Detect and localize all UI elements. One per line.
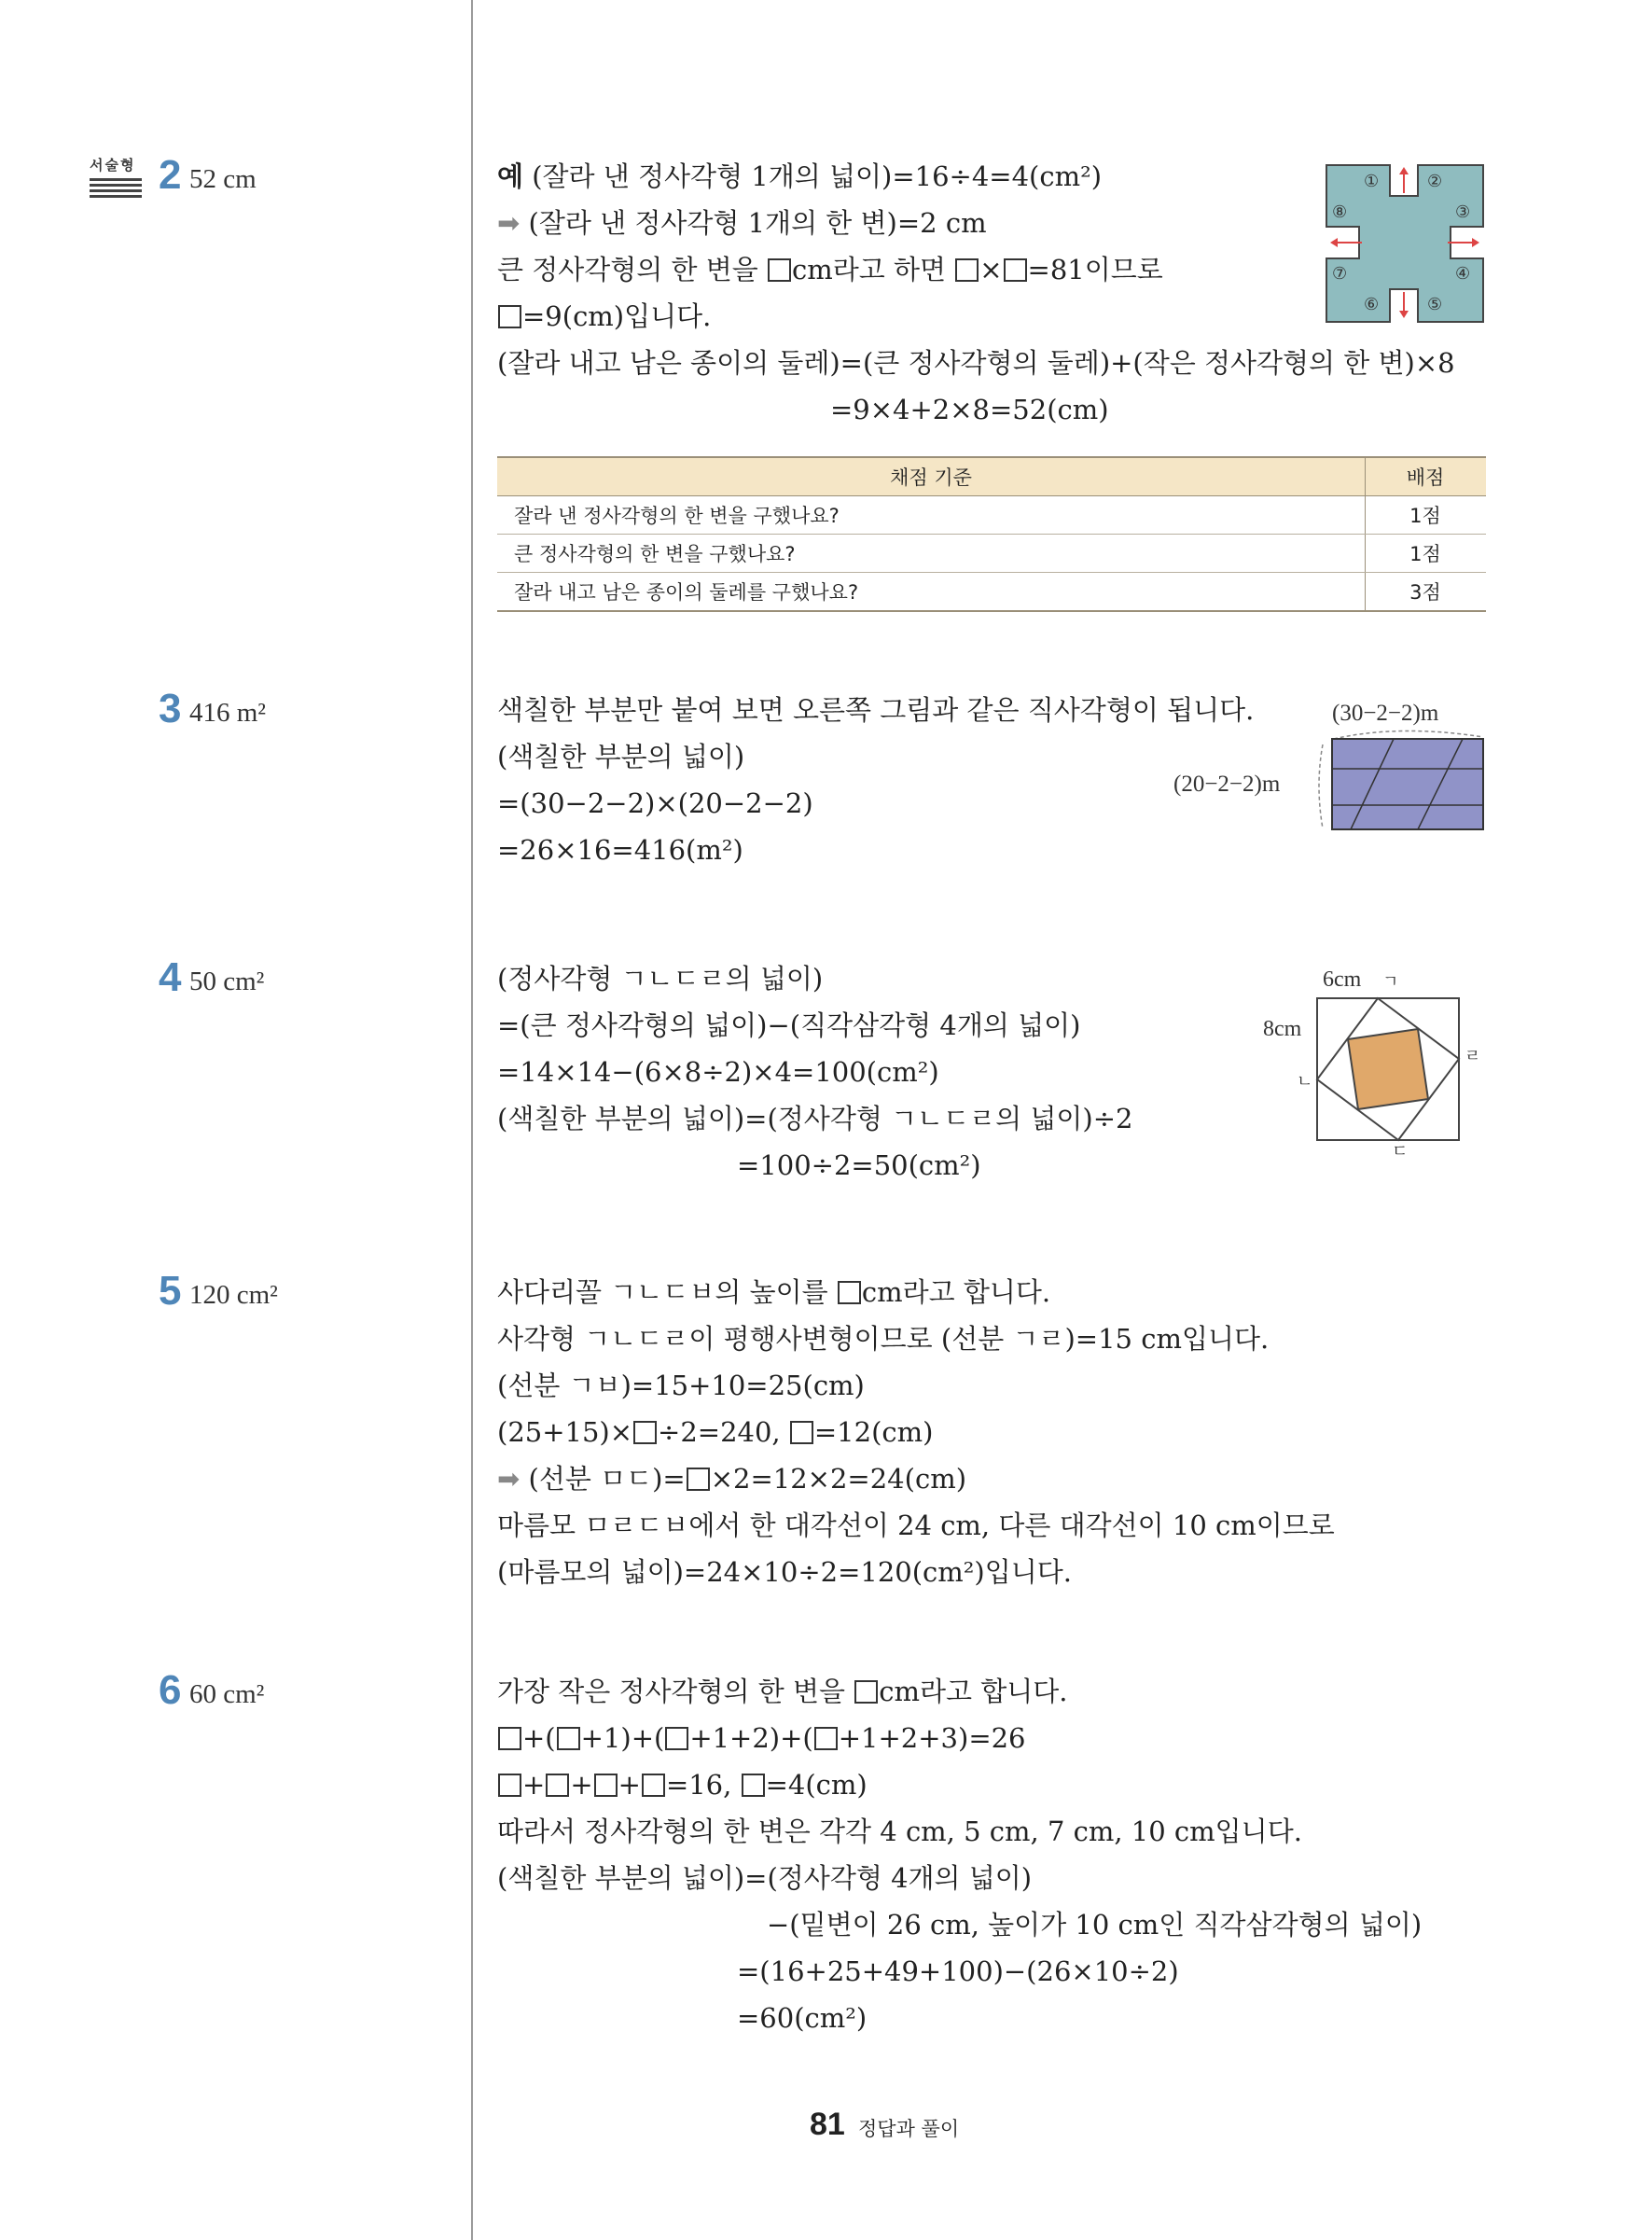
arrow-right-icon: ➡: [497, 1463, 521, 1495]
figure-label: 6cm: [1323, 967, 1362, 992]
arrow-right-icon: ➡: [497, 207, 521, 239]
blank-box-icon: [1004, 258, 1027, 282]
figure-label: ㄱ: [1382, 972, 1399, 992]
blank-box-icon: [546, 1774, 569, 1797]
solution-line: =(큰 정사각형의 넓이)−(직각삼각형 4개의 넓이): [497, 1009, 1081, 1041]
solution-line: (정사각형 ㄱㄴㄷㄹ의 넓이): [497, 963, 824, 995]
blank-box-icon: [955, 258, 979, 282]
solution-line: =14×14−(6×8÷2)×4=100(cm²): [497, 1056, 939, 1088]
figure-label: ㄷ: [1392, 1142, 1409, 1162]
figure-label: ㄹ: [1465, 1047, 1481, 1066]
footer-label: 정답과 풀이: [858, 2118, 960, 2140]
table-header-row: [497, 457, 1486, 496]
solution-line: +( +1)+( +1+2)+( +1+2+3)=26: [497, 1723, 1026, 1754]
solution-line: (잘라 내고 남은 종이의 둘레)=(큰 정사각형의 둘레)+(작은 정사각형의 한 변)×8: [497, 347, 1455, 379]
problem-number: 6: [159, 1667, 182, 1713]
page-number: 81: [810, 2107, 845, 2142]
solution-line: (색칠한 부분의 넓이): [497, 741, 745, 772]
page-divider: [471, 0, 473, 2240]
figure-label: ㄴ: [1297, 1072, 1313, 1092]
blank-box-icon: [498, 305, 521, 328]
figure-label: 8cm: [1263, 1017, 1302, 1041]
solution-line: 예 (잘라 낸 정사각형 1개의 넓이)=16÷4=4(cm²): [497, 160, 1103, 192]
table-header: 채점 기준: [497, 457, 1366, 496]
blank-box-icon: [742, 1774, 765, 1797]
blank-box-icon: [642, 1774, 665, 1797]
points-cell: 1점: [1366, 535, 1487, 573]
solution-line: + + + =16, =4(cm): [497, 1770, 868, 1801]
width-label: (30−2−2)m: [1332, 701, 1439, 726]
blank-box-icon: [498, 1774, 521, 1797]
problem-answer: 60 cm²: [189, 1679, 265, 1709]
solution-line: (선분 ㄱㅂ)=15+10=25(cm): [497, 1370, 865, 1401]
blank-box-icon: [687, 1468, 710, 1491]
blank-box-icon: [854, 1680, 878, 1704]
solution-line: ➡ (잘라 낸 정사각형 1개의 한 변)=2 cm: [497, 207, 987, 239]
problem-number: 5: [159, 1268, 182, 1314]
scoring-table: [497, 456, 1486, 612]
solution-line: 가장 작은 정사각형의 한 변을 cm라고 합니다.: [497, 1676, 1068, 1707]
solution-line: =60(cm²): [737, 2002, 868, 2034]
cutout-square-figure: [1325, 163, 1485, 324]
solution-line: 색칠한 부분만 붙여 보면 오른쪽 그림과 같은 직사각형이 됩니다.: [497, 694, 1255, 726]
solution-line: 큰 정사각형의 한 변을 cm라고 하면 × =81이므로: [497, 254, 1163, 285]
problem-number: 4: [159, 954, 182, 1000]
solution-line: =26×16=416(m²): [497, 834, 743, 866]
example-marker: 예: [497, 160, 524, 192]
points-cell: 3점: [1366, 573, 1487, 612]
solution-line: (마름모의 넓이)=24×10÷2=120(cm²)입니다.: [497, 1556, 1072, 1588]
problem-answer: 50 cm²: [189, 967, 265, 996]
table-row: [497, 496, 1486, 535]
blank-box-icon: [814, 1727, 838, 1750]
problem-number: 3: [159, 686, 182, 731]
problem-answer: 52 cm: [189, 164, 257, 194]
figure-label: ⑥: [1364, 295, 1380, 314]
solution-line: =9(cm)입니다.: [497, 301, 711, 332]
blank-box-icon: [594, 1774, 618, 1797]
tilted-square-figure: [1259, 961, 1483, 1166]
blank-box-icon: [633, 1421, 657, 1444]
figure-label: ④: [1455, 264, 1471, 284]
height-label: (20−2−2)m: [1173, 772, 1281, 797]
criterion-cell: 큰 정사각형의 한 변을 구했나요?: [497, 535, 1366, 573]
table-row: [497, 535, 1486, 573]
solution-line: =(16+25+49+100)−(26×10÷2): [737, 1955, 1179, 1987]
figure-label: ⑧: [1332, 202, 1348, 222]
shaded-rectangle-figure: [1166, 690, 1488, 835]
criterion-cell: 잘라 낸 정사각형의 한 변을 구했나요?: [497, 496, 1366, 535]
figure-label: ⑤: [1427, 295, 1443, 314]
blank-box-icon: [790, 1421, 813, 1444]
solution-line: 사각형 ㄱㄴㄷㄹ이 평행사변형이므로 (선분 ㄱㄹ)=15 cm입니다.: [497, 1323, 1270, 1355]
figure-label: ③: [1455, 202, 1471, 222]
blank-box-icon: [557, 1727, 580, 1750]
solution-line: 사다리꼴 ㄱㄴㄷㅂ의 높이를 cm라고 합니다.: [497, 1276, 1051, 1308]
figure-label: ①: [1364, 172, 1380, 191]
criterion-cell: 잘라 내고 남은 종이의 둘레를 구했나요?: [497, 573, 1366, 612]
solution-line: =(30−2−2)×(20−2−2): [497, 787, 813, 819]
points-cell: 1점: [1366, 496, 1487, 535]
problem-answer: 416 m²: [189, 698, 267, 728]
solution-line: −(밑변이 26 cm, 높이가 10 cm인 직각삼각형의 넓이): [767, 1909, 1423, 1941]
figure-label: ②: [1427, 172, 1443, 191]
table-header: 배점: [1366, 457, 1487, 496]
solution-line: (25+15)× ÷2=240, =12(cm): [497, 1416, 934, 1448]
table-row: [497, 573, 1486, 612]
problem-answer: 120 cm²: [189, 1280, 278, 1310]
solution-line: 마름모 ㅁㄹㄷㅂ에서 한 대각선이 24 cm, 다른 대각선이 10 cm이므로: [497, 1510, 1335, 1541]
blank-box-icon: [665, 1727, 688, 1750]
solution-line: ➡ (선분 ㅁㄷ)= ×2=12×2=24(cm): [497, 1463, 967, 1495]
blank-box-icon: [498, 1727, 521, 1750]
badge-label: 서술형: [90, 157, 136, 174]
blank-box-icon: [768, 258, 791, 282]
solution-line: =100÷2=50(cm²): [737, 1149, 981, 1181]
solution-line: (색칠한 부분의 넓이)=(정사각형 ㄱㄴㄷㄹ의 넓이)÷2: [497, 1103, 1133, 1134]
problem-number: 2: [159, 152, 182, 198]
descriptive-badge: [90, 155, 144, 201]
solution-line: (색칠한 부분의 넓이)=(정사각형 4개의 넓이): [497, 1862, 1033, 1894]
solution-line: =9×4+2×8=52(cm): [830, 394, 1109, 425]
figure-label: ⑦: [1332, 264, 1348, 284]
blank-box-icon: [838, 1281, 861, 1304]
badge-lines-icon: [90, 178, 144, 198]
solution-line: 따라서 정사각형의 한 변은 각각 4 cm, 5 cm, 7 cm, 10 cm입니다.: [497, 1816, 1302, 1847]
